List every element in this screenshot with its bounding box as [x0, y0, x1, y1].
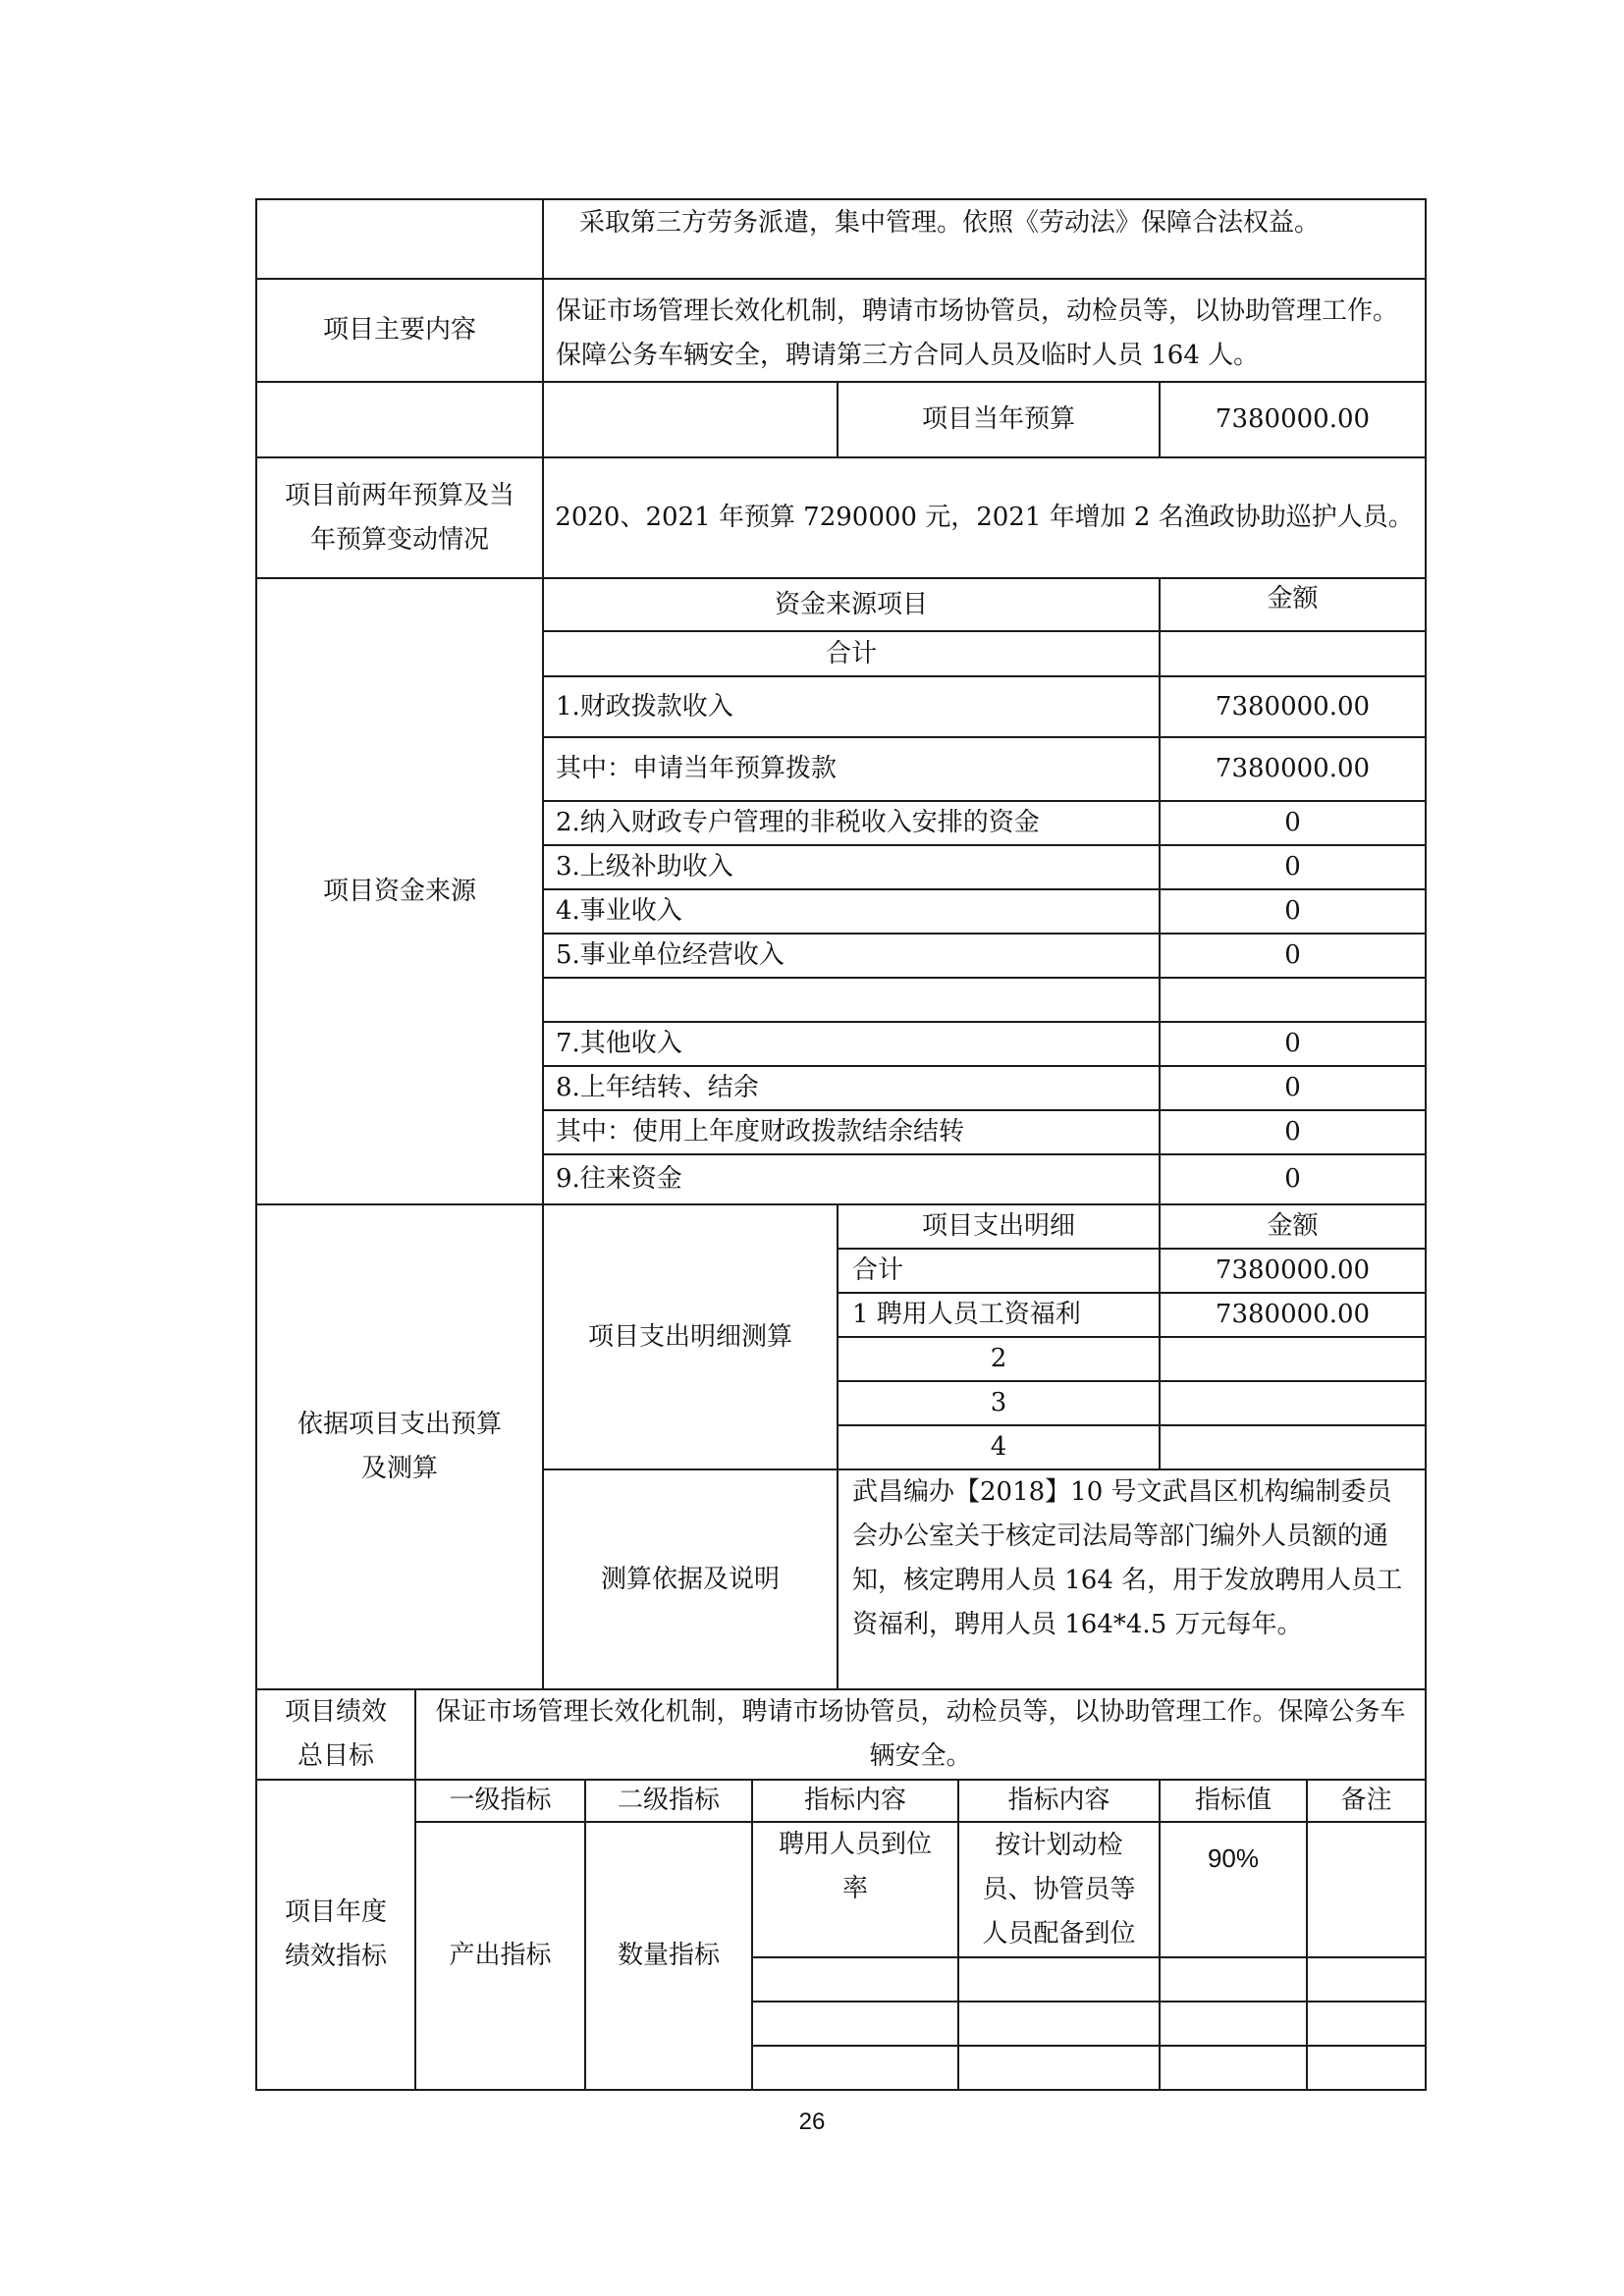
indicator-header: 指标值	[1194, 1786, 1272, 1815]
funding-row-amount: 7380000.00	[1215, 691, 1371, 721]
funding-row-item: 1.财政拨款收入	[556, 691, 733, 721]
funding-row-amount: 0	[1284, 1164, 1301, 1194]
indicator-value	[1161, 1823, 1306, 1956]
table-border-right	[1425, 198, 1427, 2091]
expenditure-row-amount	[1161, 1382, 1425, 1424]
funding-row-item: 7.其他收入	[556, 1029, 682, 1058]
expenditure-label	[257, 1205, 542, 1688]
expenditure-basis-text	[839, 1470, 1425, 1688]
main-content-paragraph: 保证市场管理长效化机制，聘请市场协管员，动检员等，以协助管理工作。保障公务车辆安全，聘请第三方合同人员及临时人员 164 人。	[556, 296, 1399, 370]
funding-row-amount: 0	[1284, 1117, 1301, 1147]
page-number: 26	[798, 2109, 826, 2135]
main-content-text	[544, 287, 1425, 381]
goal-label	[257, 1690, 414, 1779]
funding-row-item: 其中：使用上年度财政拨款结余结转	[556, 1117, 965, 1147]
expenditure-basis-label: 测算依据及说明	[600, 1564, 780, 1594]
indicator-header: 指标内容	[803, 1786, 906, 1815]
funding-row-item: 9.往来资金	[556, 1164, 682, 1194]
expenditure-row-item: 3	[990, 1388, 1007, 1417]
expenditure-basis-paragraph: 武昌编办【2018】10 号文武昌区机构编制委员会办公室关于核定司法局等部门编外人员额的通知，核定聘用人员 164 名，用于发放聘用人员工资福利，聘用人员 164*4.5 万元每年。	[852, 1477, 1403, 1639]
prior-budget-text: 2020、2021 年预算 7290000 元，2021 年增加 2 名渔政协助巡护人员。	[555, 503, 1414, 532]
expenditure-row-item: 1 聘用人员工资福利	[852, 1300, 1081, 1329]
rule	[751, 2001, 1427, 2002]
funding-row-item: 2.纳入财政专户管理的非税收入安排的资金	[556, 808, 1040, 837]
current-budget-label: 项目当年预算	[921, 404, 1075, 434]
funding-label: 项目资金来源	[322, 876, 476, 906]
indicators-label	[257, 1781, 414, 2089]
funding-row-amount	[1161, 632, 1425, 675]
funding-row-item: 4.事业收入	[556, 896, 682, 926]
funding-row-amount	[1161, 979, 1425, 1021]
continuation-text: 采取第三方劳务派遣，集中管理。依照《劳动法》保障合法权益。	[579, 207, 1321, 238]
funding-header-item: 资金来源项目	[774, 589, 928, 619]
expenditure-label-text: 依据项目支出预算及测算	[297, 1410, 502, 1483]
expenditure-row-item: 2	[990, 1344, 1007, 1373]
expenditure-row-amount	[1161, 1338, 1425, 1380]
indicator-note	[1308, 1823, 1425, 1956]
indicator-header: 备注	[1340, 1786, 1392, 1815]
indicator-level2: 数量指标	[617, 1941, 720, 1970]
funding-row-amount: 0	[1284, 940, 1301, 970]
funding-row-item: 其中：申请当年预算拨款	[556, 754, 838, 783]
funding-row-item: 3.上级补助收入	[556, 852, 733, 881]
rule	[255, 2089, 1427, 2091]
funding-row-item: 5.事业单位经营收入	[556, 940, 785, 970]
indicator-value-text: 90%	[1207, 1843, 1260, 1873]
expenditure-header-amount: 金额	[1267, 1211, 1319, 1241]
prior-budget-label	[257, 458, 542, 577]
expenditure-row-item: 4	[990, 1432, 1007, 1462]
expenditure-row-amount: 7380000.00	[1215, 1255, 1371, 1285]
rule	[751, 2045, 1427, 2047]
funding-row-amount: 0	[1284, 1029, 1301, 1058]
indicator-content-2	[959, 1823, 1159, 1956]
indicator-header: 二级指标	[617, 1786, 720, 1815]
rule	[751, 1956, 1427, 1958]
goal-label-text: 项目绩效总目标	[284, 1697, 387, 1771]
indicator-content-1-text: 聘用人员到位率	[778, 1830, 932, 1903]
expenditure-calc-label: 项目支出明细测算	[587, 1321, 792, 1352]
indicator-content-2-text: 按计划动检员、协管员等人员配备到位	[982, 1830, 1136, 1949]
funding-header-amount: 金额	[1267, 584, 1319, 614]
main-content-label: 项目主要内容	[322, 315, 476, 345]
funding-row-item: 8.上年结转、结余	[556, 1073, 759, 1102]
funding-row-amount: 0	[1284, 896, 1301, 926]
indicator-content-1	[753, 1823, 957, 1956]
funding-row-item: 合计	[825, 638, 877, 668]
indicators-label-text: 项目年度绩效指标	[284, 1897, 387, 1971]
goal-text	[416, 1690, 1425, 1779]
funding-row-amount: 0	[1284, 852, 1301, 881]
expenditure-row-item: 合计	[852, 1255, 904, 1285]
expenditure-row-amount: 7380000.00	[1215, 1300, 1371, 1329]
goal-paragraph: 保证市场管理长效化机制，聘请市场协管员，动检员等，以协助管理工作。保障公务车辆安全。	[435, 1697, 1406, 1771]
indicator-header: 一级指标	[449, 1786, 552, 1815]
current-budget-value: 7380000.00	[1215, 404, 1371, 434]
expenditure-row-amount	[1161, 1426, 1425, 1468]
funding-row-amount: 7380000.00	[1215, 754, 1371, 783]
prior-budget-label-text: 项目前两年预算及当年预算变动情况	[285, 480, 515, 555]
indicator-level1: 产出指标	[449, 1941, 552, 1970]
funding-row-amount: 0	[1284, 808, 1301, 837]
funding-row-amount: 0	[1284, 1073, 1301, 1102]
funding-row-item	[544, 979, 1159, 1021]
indicator-header: 指标内容	[1007, 1786, 1110, 1815]
expenditure-header-item: 项目支出明细	[921, 1211, 1075, 1241]
